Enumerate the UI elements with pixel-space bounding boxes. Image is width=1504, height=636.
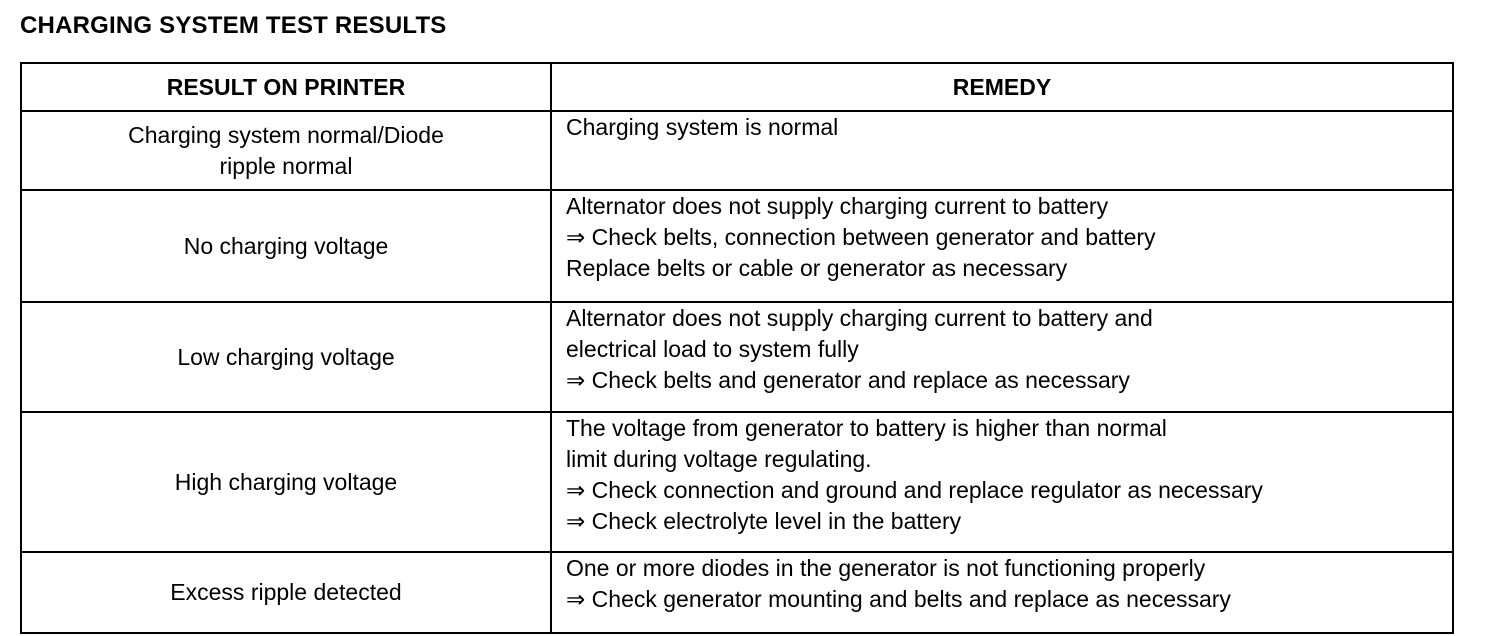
- remedy-text-line: ⇒ Check connection and ground and replace regulator as necessary: [566, 477, 1263, 503]
- result-text-line: Charging system normal/Diode: [128, 121, 444, 148]
- table-row: [21, 111, 1453, 190]
- remedy-text-line: Alternator does not supply charging current to battery and: [566, 305, 1153, 331]
- result-text-line: Excess ripple detected: [170, 579, 402, 605]
- table-row: [21, 412, 1453, 552]
- results-table: [20, 62, 1454, 634]
- remedy-text-line: electrical load to system fully: [566, 336, 859, 362]
- column-header-remedy: REMEDY: [551, 63, 1453, 111]
- remedy-text-line: One or more diodes in the generator is not functioning properly: [566, 555, 1206, 581]
- remedy-cell: [551, 552, 1453, 633]
- remedy-cell: [551, 302, 1453, 412]
- table-row: [21, 302, 1453, 412]
- remedy-cell: [551, 111, 1453, 190]
- result-cell: [21, 111, 551, 190]
- result-cell: [21, 302, 551, 412]
- remedy-text-line: Replace belts or cable or generator as necessary: [566, 255, 1068, 281]
- remedy-text-line: ⇒ Check belts, connection between generator and battery: [566, 224, 1156, 250]
- result-text-line: No charging voltage: [183, 232, 389, 259]
- table-header-row: [21, 63, 1453, 111]
- result-text-line: Low charging voltage: [177, 343, 395, 370]
- result-cell: [21, 552, 551, 633]
- remedy-cell: [551, 412, 1453, 552]
- result-text-line: High charging voltage: [174, 468, 398, 495]
- result-cell: [21, 190, 551, 302]
- result-text-line: ripple normal: [219, 152, 353, 179]
- remedy-text-line: ⇒ Check electrolyte level in the battery: [566, 508, 962, 534]
- remedy-text-line: Charging system is normal: [566, 114, 839, 140]
- table-row: [21, 552, 1453, 633]
- remedy-text-line: ⇒ Check belts and generator and replace as necessary: [566, 367, 1130, 393]
- remedy-text-line: ⇒ Check generator mounting and belts and replace as necessary: [566, 586, 1231, 612]
- table-row: [21, 190, 1453, 302]
- result-cell: [21, 412, 551, 552]
- remedy-text-line: limit during voltage regulating.: [566, 446, 872, 472]
- page-title: CHARGING SYSTEM TEST RESULTS: [20, 12, 447, 39]
- column-header-result: RESULT ON PRINTER: [21, 63, 551, 111]
- remedy-text-line: The voltage from generator to battery is higher than normal: [566, 415, 1167, 441]
- remedy-text-line: Alternator does not supply charging current to battery: [566, 193, 1109, 219]
- remedy-cell: [551, 190, 1453, 302]
